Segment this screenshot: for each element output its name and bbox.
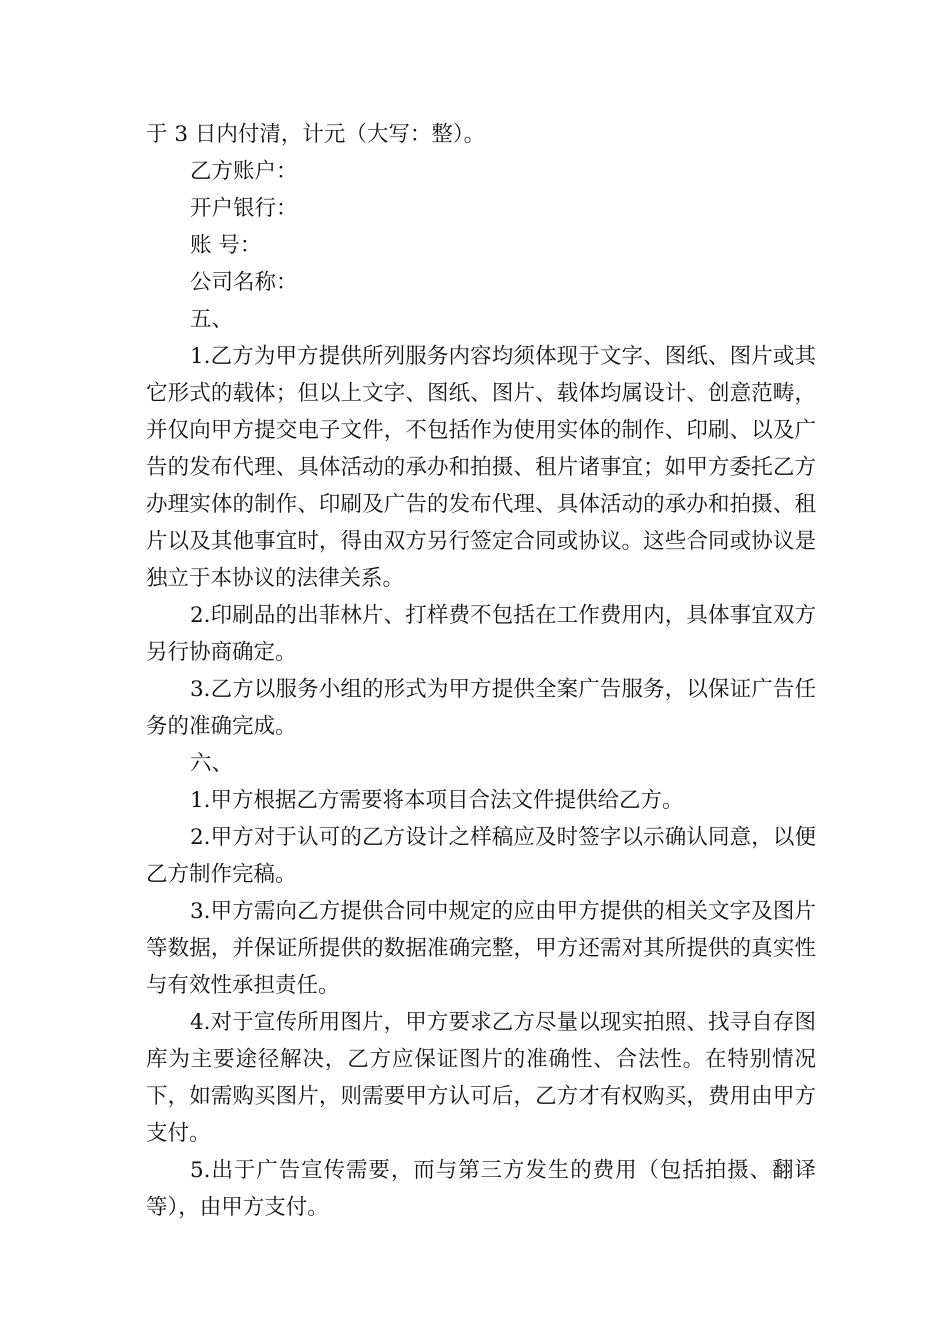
paragraph-account-number: 账 号： <box>190 233 262 258</box>
clause-6-3: 3.甲方需向乙方提供合同中规定的应由甲方提供的相关文字及图片等数据，并保证所提供的数据准确完整，甲方还需对其所提供的真实性与有效性承担责任。 <box>146 899 816 998</box>
clause-6-4: 4.对于宣传所用图片，甲方要求乙方尽量以现实拍照、找寻自存图库为主要途径解决，乙方应保证图片的准确性、合法性。在特别情况下，如需购买图片，则需要甲方认可后，乙方才有权购买，费用由甲方支付。 <box>146 1010 816 1146</box>
paragraph-payment-terms: 于 3 日内付清，计元（大写：整）。 <box>146 122 486 147</box>
clause-6-1: 1.甲方根据乙方需要将本项目合法文件提供给乙方。 <box>190 788 684 813</box>
clause-6-2: 2.甲方对于认可的乙方设计之样稿应及时签字以示确认同意，以便乙方制作完稿。 <box>146 825 816 887</box>
clause-5-3: 3.乙方以服务小组的形式为甲方提供全案广告服务，以保证广告任务的准确完成。 <box>146 677 816 739</box>
document-body <box>146 116 816 1226</box>
clause-5-2: 2.印刷品的出菲林片、打样费不包括在工作费用内，具体事宜双方另行协商确定。 <box>146 603 816 665</box>
section-heading-five: 五、 <box>190 307 234 332</box>
paragraph-party-b-account: 乙方账户： <box>190 159 298 184</box>
clause-6-5: 5.出于广告宣传需要，而与第三方发生的费用（包括拍摄、翻译等），由甲方支付。 <box>146 1158 816 1220</box>
paragraph-company-name: 公司名称： <box>190 270 298 295</box>
paragraph-bank: 开户银行： <box>190 196 298 221</box>
section-heading-six: 六、 <box>190 751 234 776</box>
clause-5-1: 1.乙方为甲方提供所列服务内容均须体现于文字、图纸、图片或其它形式的载体；但以上文字、图纸、图片、载体均属设计、创意范畴，并仅向甲方提交电子文件，不包括作为使用实体的制作、印刷、以及广告的发布代理、具体活动的承办和拍摄、租片诸事宜；如甲方委托乙方办理实体的制作、印刷及广告的发布代理、具体活动的承办和拍摄、租片以及其他事宜时，得由双方另行签定合同或协议。这些合同或协议是独立于本协议的法律关系。 <box>146 344 816 591</box>
